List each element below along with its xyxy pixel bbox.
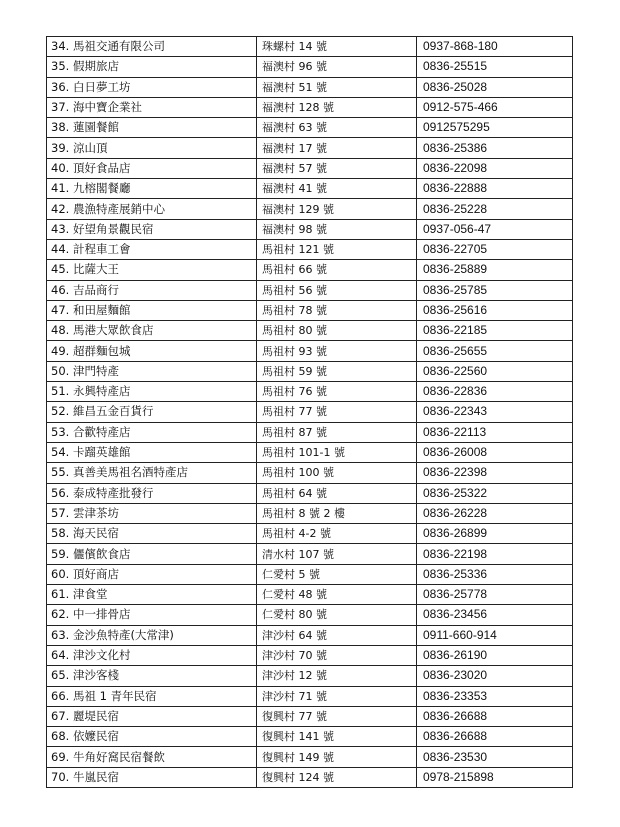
table-row xyxy=(47,179,573,199)
table-row xyxy=(47,97,573,117)
table-row xyxy=(47,422,573,442)
address-cell: 福澳村 41 號 xyxy=(257,179,417,199)
business-name-cell: 69. 牛角好窩民宿餐飲 xyxy=(47,747,257,767)
phone-cell: 0836-26688 xyxy=(417,706,573,726)
address-cell: 珠螺村 14 號 xyxy=(257,37,417,57)
address-cell: 津沙村 64 號 xyxy=(257,625,417,645)
address-cell: 福澳村 128 號 xyxy=(257,97,417,117)
business-name-cell: 38. 蓮園餐館 xyxy=(47,118,257,138)
phone-cell: 0912575295 xyxy=(417,118,573,138)
phone-cell: 0937-868-180 xyxy=(417,37,573,57)
table-row xyxy=(47,463,573,483)
business-name-cell: 68. 依嬤民宿 xyxy=(47,727,257,747)
table-row xyxy=(47,605,573,625)
phone-cell: 0836-26688 xyxy=(417,727,573,747)
address-cell: 馬祖村 101-1 號 xyxy=(257,442,417,462)
table-row xyxy=(47,219,573,239)
phone-cell: 0836-22560 xyxy=(417,361,573,381)
business-name-cell: 66. 馬祖 1 青年民宿 xyxy=(47,686,257,706)
table-row xyxy=(47,158,573,178)
table-row xyxy=(47,280,573,300)
business-name-cell: 62. 中一排骨店 xyxy=(47,605,257,625)
address-cell: 馬祖村 4-2 號 xyxy=(257,524,417,544)
phone-cell: 0836-25336 xyxy=(417,564,573,584)
business-name-cell: 35. 假期旅店 xyxy=(47,57,257,77)
address-cell: 馬祖村 77 號 xyxy=(257,402,417,422)
table-row xyxy=(47,544,573,564)
business-name-cell: 48. 馬港大眾飲食店 xyxy=(47,321,257,341)
phone-cell: 0978-215898 xyxy=(417,767,573,787)
phone-cell: 0836-25515 xyxy=(417,57,573,77)
business-name-cell: 51. 永興特產店 xyxy=(47,382,257,402)
table-row xyxy=(47,138,573,158)
table-row xyxy=(47,727,573,747)
business-name-cell: 39. 涼山頂 xyxy=(47,138,257,158)
table-row xyxy=(47,239,573,259)
address-cell: 馬祖村 93 號 xyxy=(257,341,417,361)
phone-cell: 0836-25785 xyxy=(417,280,573,300)
phone-cell: 0836-23353 xyxy=(417,686,573,706)
business-name-cell: 64. 津沙文化村 xyxy=(47,645,257,665)
address-cell: 馬祖村 121 號 xyxy=(257,239,417,259)
phone-cell: 0836-25028 xyxy=(417,77,573,97)
address-cell: 福澳村 96 號 xyxy=(257,57,417,77)
business-name-cell: 40. 頂好食品店 xyxy=(47,158,257,178)
phone-cell: 0937-056-47 xyxy=(417,219,573,239)
address-cell: 馬祖村 66 號 xyxy=(257,260,417,280)
table-row xyxy=(47,341,573,361)
business-name-cell: 70. 牛嵐民宿 xyxy=(47,767,257,787)
table-row xyxy=(47,524,573,544)
address-cell: 福澳村 129 號 xyxy=(257,199,417,219)
phone-cell: 0911-660-914 xyxy=(417,625,573,645)
business-name-cell: 55. 真善美馬祖名酒特產店 xyxy=(47,463,257,483)
business-name-cell: 63. 金沙魚特產(大常津) xyxy=(47,625,257,645)
table-row xyxy=(47,666,573,686)
address-cell: 福澳村 17 號 xyxy=(257,138,417,158)
business-name-cell: 41. 九榕閣餐廳 xyxy=(47,179,257,199)
address-cell: 馬祖村 8 號 2 樓 xyxy=(257,503,417,523)
business-name-cell: 52. 維昌五金百貨行 xyxy=(47,402,257,422)
table-row xyxy=(47,706,573,726)
business-name-cell: 67. 麗堤民宿 xyxy=(47,706,257,726)
address-cell: 津沙村 70 號 xyxy=(257,645,417,665)
address-cell: 馬祖村 59 號 xyxy=(257,361,417,381)
table-row xyxy=(47,564,573,584)
business-name-cell: 37. 海中寶企業社 xyxy=(47,97,257,117)
address-cell: 馬祖村 76 號 xyxy=(257,382,417,402)
phone-cell: 0836-25386 xyxy=(417,138,573,158)
phone-cell: 0836-22398 xyxy=(417,463,573,483)
phone-cell: 0836-23020 xyxy=(417,666,573,686)
table-row xyxy=(47,361,573,381)
address-cell: 福澳村 98 號 xyxy=(257,219,417,239)
table-row xyxy=(47,382,573,402)
business-name-cell: 47. 和田屋麵館 xyxy=(47,300,257,320)
table-row xyxy=(47,37,573,57)
business-name-cell: 56. 泰成特產批發行 xyxy=(47,483,257,503)
phone-cell: 0836-26228 xyxy=(417,503,573,523)
business-name-cell: 57. 雲津茶坊 xyxy=(47,503,257,523)
address-cell: 津沙村 12 號 xyxy=(257,666,417,686)
address-cell: 清水村 107 號 xyxy=(257,544,417,564)
table-row xyxy=(47,77,573,97)
address-cell: 馬祖村 100 號 xyxy=(257,463,417,483)
business-name-cell: 34. 馬祖交通有限公司 xyxy=(47,37,257,57)
phone-cell: 0836-22185 xyxy=(417,321,573,341)
phone-cell: 0836-25616 xyxy=(417,300,573,320)
phone-cell: 0836-26899 xyxy=(417,524,573,544)
table-row xyxy=(47,483,573,503)
phone-cell: 0836-23530 xyxy=(417,747,573,767)
address-cell: 仁愛村 5 號 xyxy=(257,564,417,584)
business-name-cell: 42. 農漁特產展銷中心 xyxy=(47,199,257,219)
address-cell: 津沙村 71 號 xyxy=(257,686,417,706)
phone-cell: 0836-22198 xyxy=(417,544,573,564)
address-cell: 復興村 77 號 xyxy=(257,706,417,726)
address-cell: 復興村 149 號 xyxy=(257,747,417,767)
business-name-cell: 59. 儷儐飲食店 xyxy=(47,544,257,564)
phone-cell: 0912-575-466 xyxy=(417,97,573,117)
phone-cell: 0836-25322 xyxy=(417,483,573,503)
address-cell: 馬祖村 78 號 xyxy=(257,300,417,320)
table-row xyxy=(47,199,573,219)
table-row xyxy=(47,585,573,605)
business-directory-table xyxy=(46,36,573,788)
table-row xyxy=(47,260,573,280)
business-name-cell: 61. 津食堂 xyxy=(47,585,257,605)
table-row xyxy=(47,321,573,341)
address-cell: 福澳村 57 號 xyxy=(257,158,417,178)
phone-cell: 0836-26190 xyxy=(417,645,573,665)
business-name-cell: 49. 超群麵包城 xyxy=(47,341,257,361)
table-row xyxy=(47,300,573,320)
phone-cell: 0836-22113 xyxy=(417,422,573,442)
table-row xyxy=(47,402,573,422)
business-name-cell: 36. 白日夢工坊 xyxy=(47,77,257,97)
phone-cell: 0836-26008 xyxy=(417,442,573,462)
table-row xyxy=(47,442,573,462)
address-cell: 馬祖村 64 號 xyxy=(257,483,417,503)
table-row xyxy=(47,118,573,138)
phone-cell: 0836-25228 xyxy=(417,199,573,219)
business-name-cell: 43. 好望角景觀民宿 xyxy=(47,219,257,239)
address-cell: 福澳村 63 號 xyxy=(257,118,417,138)
business-name-cell: 58. 海天民宿 xyxy=(47,524,257,544)
business-name-cell: 44. 計程車工會 xyxy=(47,239,257,259)
table-row xyxy=(47,747,573,767)
table-row xyxy=(47,625,573,645)
phone-cell: 0836-22836 xyxy=(417,382,573,402)
address-cell: 復興村 124 號 xyxy=(257,767,417,787)
phone-cell: 0836-25889 xyxy=(417,260,573,280)
table-row xyxy=(47,645,573,665)
phone-cell: 0836-25655 xyxy=(417,341,573,361)
address-cell: 仁愛村 80 號 xyxy=(257,605,417,625)
address-cell: 福澳村 51 號 xyxy=(257,77,417,97)
business-name-cell: 46. 吉品商行 xyxy=(47,280,257,300)
business-name-cell: 54. 卡蹓英雄館 xyxy=(47,442,257,462)
address-cell: 馬祖村 87 號 xyxy=(257,422,417,442)
table-row xyxy=(47,503,573,523)
business-name-cell: 45. 比薩大王 xyxy=(47,260,257,280)
address-cell: 仁愛村 48 號 xyxy=(257,585,417,605)
address-cell: 復興村 141 號 xyxy=(257,727,417,747)
address-cell: 馬祖村 80 號 xyxy=(257,321,417,341)
phone-cell: 0836-22098 xyxy=(417,158,573,178)
table-row xyxy=(47,57,573,77)
phone-cell: 0836-23456 xyxy=(417,605,573,625)
business-name-cell: 50. 津門特產 xyxy=(47,361,257,381)
phone-cell: 0836-22343 xyxy=(417,402,573,422)
table-body xyxy=(47,37,573,788)
phone-cell: 0836-22705 xyxy=(417,239,573,259)
table-row xyxy=(47,767,573,787)
phone-cell: 0836-22888 xyxy=(417,179,573,199)
phone-cell: 0836-25778 xyxy=(417,585,573,605)
table-row xyxy=(47,686,573,706)
business-name-cell: 60. 頂好商店 xyxy=(47,564,257,584)
address-cell: 馬祖村 56 號 xyxy=(257,280,417,300)
business-name-cell: 65. 津沙客棧 xyxy=(47,666,257,686)
business-name-cell: 53. 合歡特產店 xyxy=(47,422,257,442)
